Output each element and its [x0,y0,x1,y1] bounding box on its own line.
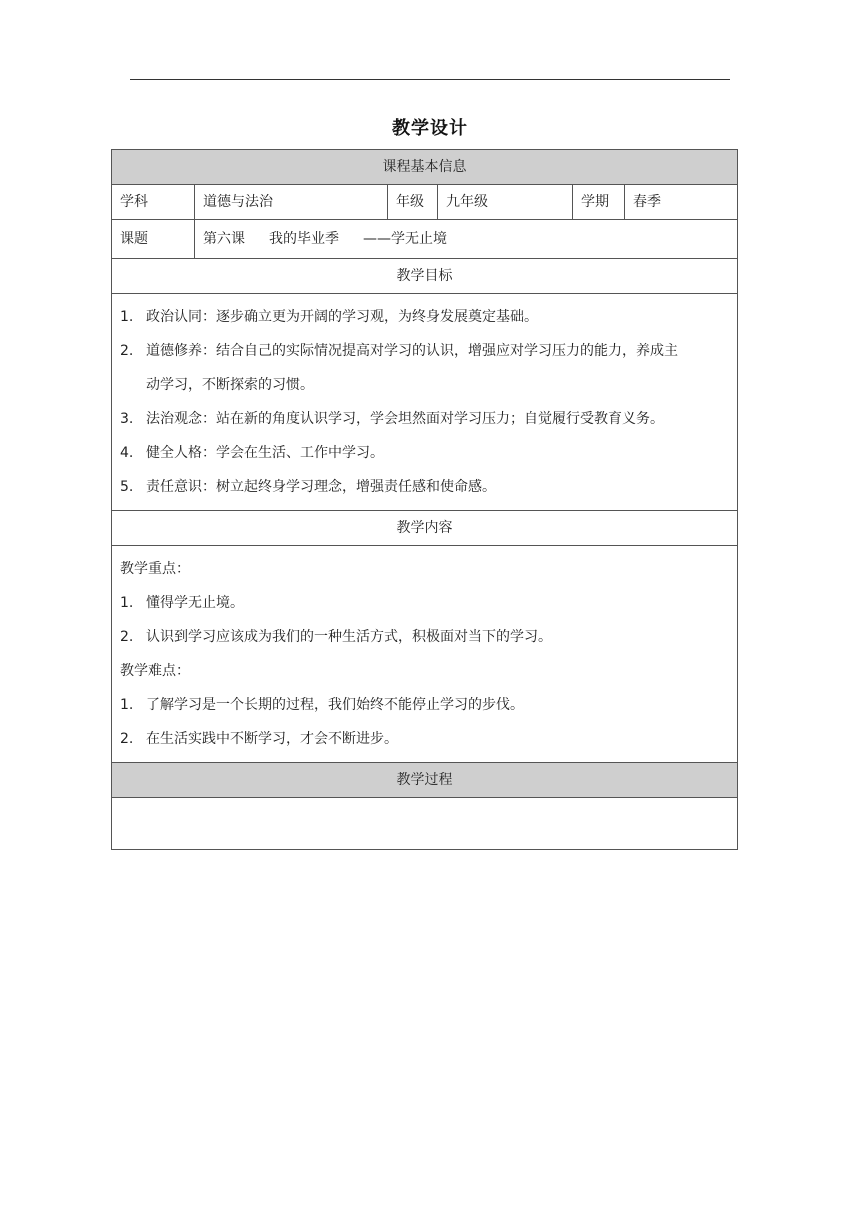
topic-label: 课题 [112,220,195,259]
content-list [112,546,738,763]
subject-row [112,185,738,220]
term-label: 学期 [573,185,625,220]
difficult-points-label: 教学难点： [120,663,190,679]
key-point-item: 1. 懂得学无止境。 [120,595,244,611]
topic-row [112,220,738,259]
key-points-label: 教学重点： [120,561,190,577]
basic-info-header: 课程基本信息 [112,150,738,185]
teaching-design-table [111,149,738,850]
topic-subtitle: ——学无止境 [363,231,447,247]
process-body [112,798,738,850]
grade-label: 年级 [388,185,438,220]
objective-item-continuation: 动学习，不断探索的习惯。 [146,377,314,393]
basic-info-header-row [112,150,738,185]
term-value: 春季 [625,185,738,220]
grade-value: 九年级 [438,185,573,220]
content-header: 教学内容 [112,511,738,546]
process-row [112,798,738,850]
process-header-row [112,763,738,798]
subject-label: 学科 [112,185,195,220]
objective-item: 4. 健全人格：学会在生活、工作中学习。 [120,445,384,461]
objective-item: 1. 政治认同：逐步确立更为开阔的学习观，为终身发展奠定基础。 [120,309,538,325]
difficult-point-item: 2. 在生活实践中不断学习，才会不断进步。 [120,731,398,747]
objectives-row [112,294,738,511]
process-header: 教学过程 [112,763,738,798]
objective-item: 3. 法治观念：站在新的角度认识学习，学会坦然面对学习压力；自觉履行受教育义务。 [120,411,664,427]
objectives-header: 教学目标 [112,259,738,294]
content-header-row [112,511,738,546]
header-rule [130,79,730,80]
objectives-list [112,294,738,511]
objective-item: 2. 道德修养：结合自己的实际情况提高对学习的认识，增强应对学习压力的能力，养成主 [120,343,678,359]
difficult-point-item: 1. 了解学习是一个长期的过程，我们始终不能停止学习的步伐。 [120,697,524,713]
topic-value [195,220,738,259]
content-row [112,546,738,763]
objectives-header-row [112,259,738,294]
topic-lesson: 第六课 [203,231,245,247]
key-point-item: 2. 认识到学习应该成为我们的一种生活方式，积极面对当下的学习。 [120,629,552,645]
topic-name: 我的毕业季 [269,231,339,247]
document-title: 教学设计 [392,118,468,139]
subject-value: 道德与法治 [195,185,388,220]
objective-item: 5. 责任意识：树立起终身学习理念，增强责任感和使命感。 [120,479,496,495]
